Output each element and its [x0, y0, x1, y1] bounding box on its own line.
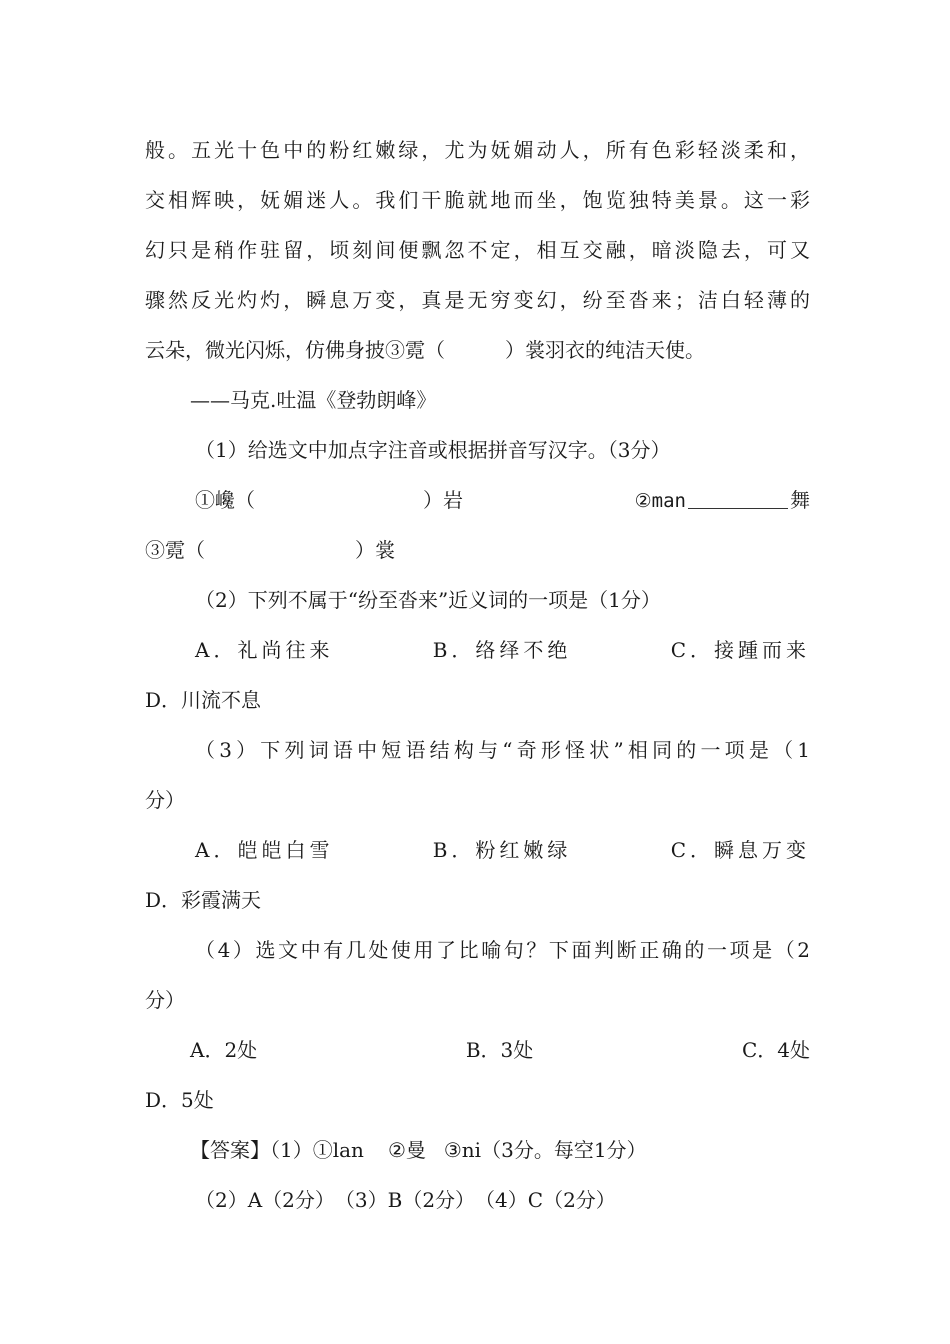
q3-option-c: C．瞬息万变	[670, 838, 810, 862]
q1-item-3-post: ）裳	[355, 538, 395, 562]
answer-3: ③ni	[443, 1138, 482, 1162]
passage-line-1: 般。五光十色中的粉红嫩绿，尤为妩媚动人，所有色彩轻淡柔和，	[145, 138, 810, 162]
answer-label: 【答案】	[190, 1138, 270, 1162]
q4-prompt-line-1: （4）选文中有几处使用了比喻句？下面判断正确的一项是（2	[195, 938, 810, 962]
passage-line-5	[145, 334, 810, 366]
q3-option-d: D．彩霞满天	[145, 888, 262, 912]
answer-1: （1）①lan	[270, 1138, 364, 1162]
q4-option-c: C．4处	[741, 1038, 810, 1062]
q2-option-b: B．络绎不绝	[432, 638, 572, 662]
q3-prompt-line-2: 分）	[145, 788, 185, 812]
q4-option-d: D．5处	[145, 1088, 214, 1112]
q1-prompt: （1）给选文中加点字注音或根据拼音写汉字。（3分）	[195, 438, 671, 462]
passage-line-5-post: ）裳羽衣的纯洁天使。	[505, 338, 705, 362]
q4-option-a: A．2处	[190, 1038, 258, 1062]
answer-line-1	[190, 1134, 810, 1166]
answer-note: （3分。每空1分）	[481, 1138, 647, 1162]
q2-options-row	[195, 634, 810, 666]
passage-line-3: 幻只是稍作驻留，顷刻间便飘忽不定，相互交融，暗淡隐去，可又	[145, 238, 810, 262]
q3-option-b: B．粉红嫩绿	[432, 838, 572, 862]
answer-2: ②曼	[387, 1138, 426, 1162]
q1-item-3	[145, 534, 810, 566]
q2-prompt: （2）下列不属于“纷至沓来”近义词的一项是（1分）	[195, 588, 661, 612]
q2-option-c: C．接踵而来	[670, 638, 810, 662]
q1-item-3-pre: ③霓（	[145, 538, 205, 562]
passage-line-5-pre: 云朵，微光闪烁，仿佛身披③霓（	[145, 338, 445, 362]
q4-option-b: B．3处	[465, 1038, 534, 1062]
passage-line-4: 骤然反光灼灼，瞬息万变，真是无穷变幻，纷至沓来；洁白轻薄的	[145, 288, 810, 312]
q3-prompt-line-1: （3）下列词语中短语结构与“奇形怪状”相同的一项是（1	[195, 738, 810, 762]
q1-item-1	[195, 484, 463, 516]
q1-item-2-blank	[688, 488, 788, 509]
q4-options-row	[190, 1034, 810, 1066]
passage-source: ——马克.吐温《登勃朗峰》	[190, 388, 437, 412]
q1-item-2-pre: ②man	[634, 490, 686, 512]
q1-items-row	[195, 484, 810, 516]
q2-option-a: A．礼尚往来	[195, 638, 334, 662]
answer-line-2: （2）A（2分） （3）B（2分） （4）C（2分）	[195, 1188, 616, 1212]
q3-option-a: A．皑皑白雪	[195, 838, 334, 862]
q1-item-2	[635, 484, 810, 516]
q1-item-2-post: 舞	[790, 488, 810, 512]
q1-item-1-pre: ①巉（	[195, 488, 255, 512]
q1-item-1-post: ）岩	[423, 488, 463, 512]
q4-prompt-line-2: 分）	[145, 988, 185, 1012]
q2-option-d: D．川流不息	[145, 688, 262, 712]
passage-line-2: 交相辉映，妩媚迷人。我们干脆就地而坐，饱览独特美景。这一彩	[145, 188, 810, 212]
q3-options-row	[195, 834, 810, 866]
